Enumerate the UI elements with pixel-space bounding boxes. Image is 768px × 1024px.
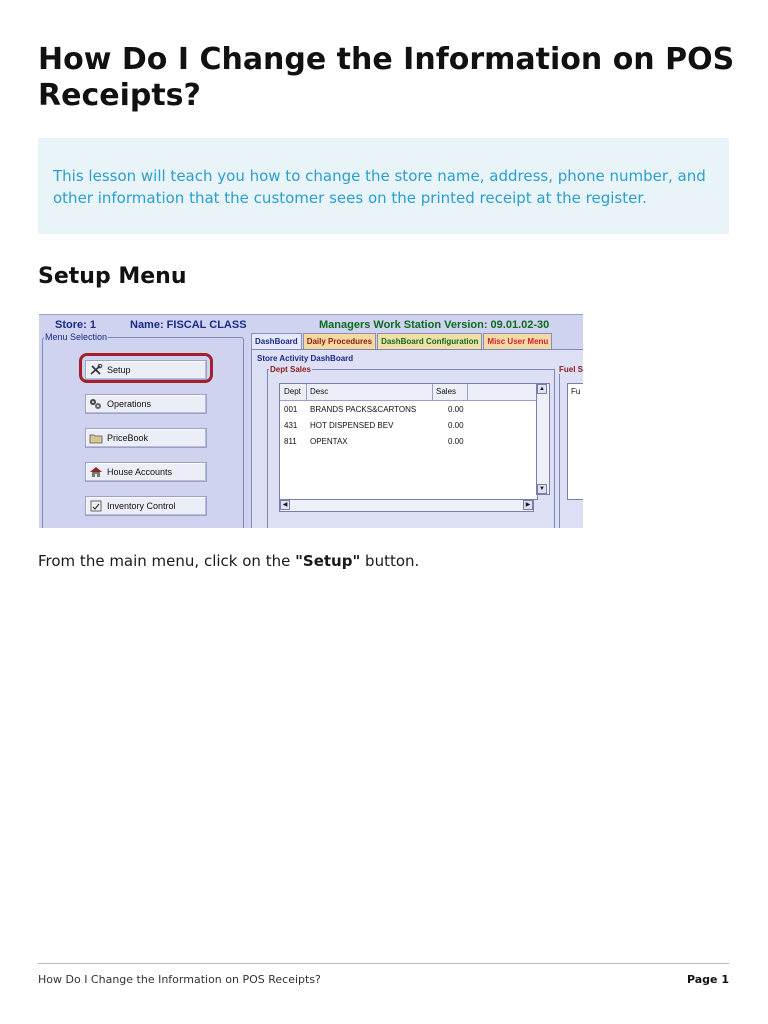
table-row[interactable]	[280, 419, 537, 433]
tab-dashboard[interactable]: DashBoard	[251, 333, 302, 350]
inventory-icon	[89, 500, 103, 512]
section-heading: Setup Menu	[38, 264, 187, 289]
scroll-right-icon[interactable]: ▶	[523, 500, 533, 510]
fuel-sales-table	[567, 383, 583, 500]
fuel-sales-label: Fuel S	[559, 365, 583, 374]
scroll-left-icon[interactable]: ◀	[280, 500, 290, 510]
dept-cell: 811	[284, 437, 297, 446]
desc-cell: BRANDS PACKS&CARTONS	[310, 405, 417, 414]
scroll-up-icon[interactable]: ▲	[537, 384, 547, 394]
gears-icon	[89, 398, 103, 410]
table-header	[280, 384, 537, 401]
sales-cell: 0.00	[448, 421, 464, 430]
footer-divider	[38, 963, 729, 964]
dept-sales-table	[279, 383, 538, 500]
pos-screenshot	[39, 314, 583, 528]
step-caption	[38, 552, 419, 570]
desc-cell: HOT DISPENSED BEV	[310, 421, 394, 430]
scroll-down-icon[interactable]: ▼	[537, 484, 547, 494]
store-name: Name: FISCAL CLASS	[130, 319, 247, 331]
inventory-control-button-label: Inventory Control	[107, 501, 176, 511]
dept-cell: 001	[284, 405, 298, 414]
store-number: Store: 1	[55, 319, 96, 331]
dept-cell: 431	[284, 421, 298, 430]
house-accounts-button[interactable]	[85, 462, 207, 482]
tab-misc-user-menu[interactable]: Misc User Menu	[483, 333, 552, 350]
menu-selection-label: Menu Selection	[45, 332, 108, 342]
table-row[interactable]	[280, 403, 537, 417]
column-header[interactable]: Sales	[436, 387, 457, 396]
tab-dashboard-configuration[interactable]: DashBoard Configuration	[377, 333, 482, 350]
fuel-column-header: Fu	[571, 387, 581, 396]
intro-text: This lesson will teach you how to change the store name, address, phone number, and other information that the customer sees on the printed receipt at the register.	[53, 167, 706, 207]
column-header[interactable]: Dept	[284, 387, 301, 396]
workstation-version: Managers Work Station Version: 09.01.02-30	[319, 319, 550, 331]
store-activity-label: Store Activity DashBoard	[257, 354, 354, 363]
inventory-control-button[interactable]	[85, 496, 207, 516]
setup-highlight-ring	[79, 353, 213, 383]
page-title: How Do I Change the Information on POS Receipts?	[38, 42, 735, 113]
dashboard-tabs	[251, 333, 552, 349]
caption-after: button.	[360, 552, 420, 570]
vertical-scrollbar[interactable]	[536, 383, 550, 495]
house-accounts-button-label: House Accounts	[107, 467, 173, 477]
desc-cell: OPENTAX	[310, 437, 348, 446]
intro-callout	[38, 138, 729, 234]
caption-bold: "Setup"	[295, 552, 361, 570]
table-row[interactable]	[280, 435, 537, 449]
sales-cell: 0.00	[448, 437, 464, 446]
sales-cell: 0.00	[448, 405, 464, 414]
pricebook-button[interactable]	[85, 428, 207, 448]
operations-button-label: Operations	[107, 399, 152, 409]
pricebook-button-label: PriceBook	[107, 433, 149, 443]
column-header[interactable]: Desc	[310, 387, 329, 396]
caption-before: From the main menu, click on the	[38, 552, 296, 570]
page-number: Page 1	[686, 973, 729, 986]
horizontal-scrollbar[interactable]	[279, 499, 534, 512]
tab-daily-procedures[interactable]: Daily Procedures	[303, 333, 376, 350]
dept-sales-label: Dept Sales	[270, 365, 311, 374]
house-icon	[89, 466, 103, 478]
folder-icon	[89, 432, 103, 444]
footer-title: How Do I Change the Information on POS Receipts?	[38, 973, 321, 986]
operations-button[interactable]	[85, 394, 207, 414]
setup-button-label: Setup	[107, 365, 131, 375]
